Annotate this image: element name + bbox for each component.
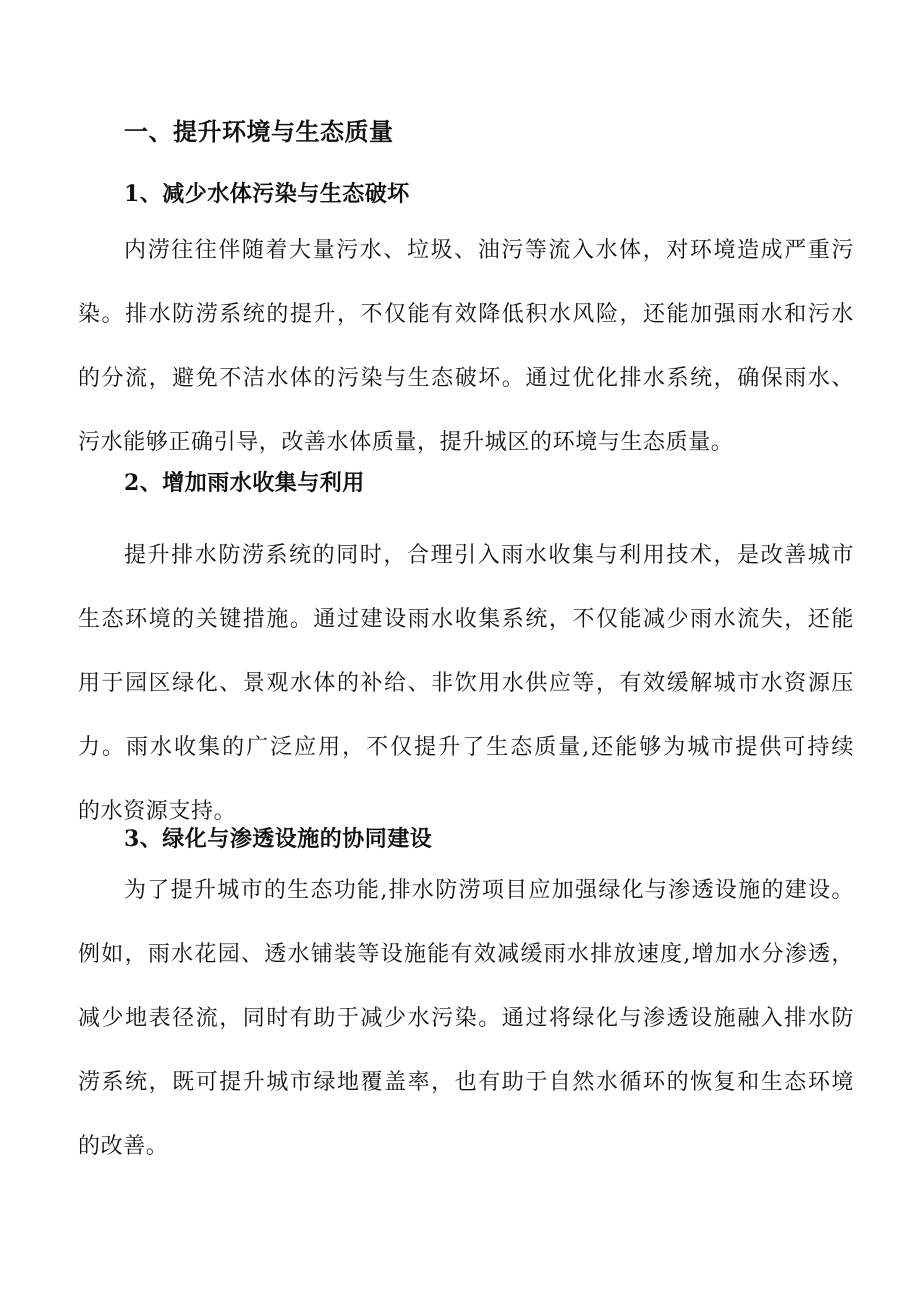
section-title: 一、提升环境与生态质量 (124, 117, 394, 146)
paragraph-1 (78, 240, 854, 454)
subsection-heading-2: 2、增加雨水收集与利用 (124, 470, 365, 496)
paragraph-3 (78, 880, 854, 1158)
paragraph-line: 为了提升城市的生态功能,排水防涝项目应加强绿化与渗透设施的建设。 (124, 878, 854, 903)
paragraph-line: 用于园区绿化、景观水体的补给、非饮用水供应等，有效缓解城市水资源压 (78, 671, 854, 696)
subsection-heading-1: 1、减少水体污染与生态破坏 (124, 181, 410, 207)
paragraph-line: 的水资源支持。 (78, 799, 237, 824)
paragraph-line: 污水能够正确引导，改善水体质量，提升城区的环境与生态质量。 (78, 430, 734, 455)
paragraph-line: 染。排水防涝系统的提升，不仅能有效降低积水风险，还能加强雨水和污水 (78, 302, 854, 327)
paragraph-line: 力。雨水收集的广泛应用，不仅提升了生态质量,还能够为城市提供可持续 (78, 735, 854, 760)
paragraph-2 (78, 545, 854, 823)
subsection-heading-3: 3、绿化与渗透设施的协同建设 (124, 826, 433, 852)
paragraph-line: 例如，雨水花园、透水铺装等设施能有效减缓雨水排放速度,增加水分渗透， (78, 942, 854, 967)
paragraph-line: 的分流，避免不洁水体的污染与生态破坏。通过优化排水系统，确保雨水、 (78, 366, 854, 391)
paragraph-line: 生态环境的关键措施。通过建设雨水收集系统，不仅能减少雨水流失，还能 (78, 607, 854, 632)
paragraph-line: 的改善。 (78, 1134, 169, 1159)
paragraph-line: 减少地表径流，同时有助于减少水污染。通过将绿化与渗透设施融入排水防 (78, 1006, 854, 1031)
paragraph-line: 提升排水防涝系统的同时，合理引入雨水收集与利用技术，是改善城市 (124, 543, 854, 568)
paragraph-line: 内涝往往伴随着大量污水、垃圾、油污等流入水体，对环境造成严重污 (124, 238, 854, 263)
paragraph-line: 涝系统，既可提升城市绿地覆盖率，也有助于自然水循环的恢复和生态环境 (78, 1070, 854, 1095)
